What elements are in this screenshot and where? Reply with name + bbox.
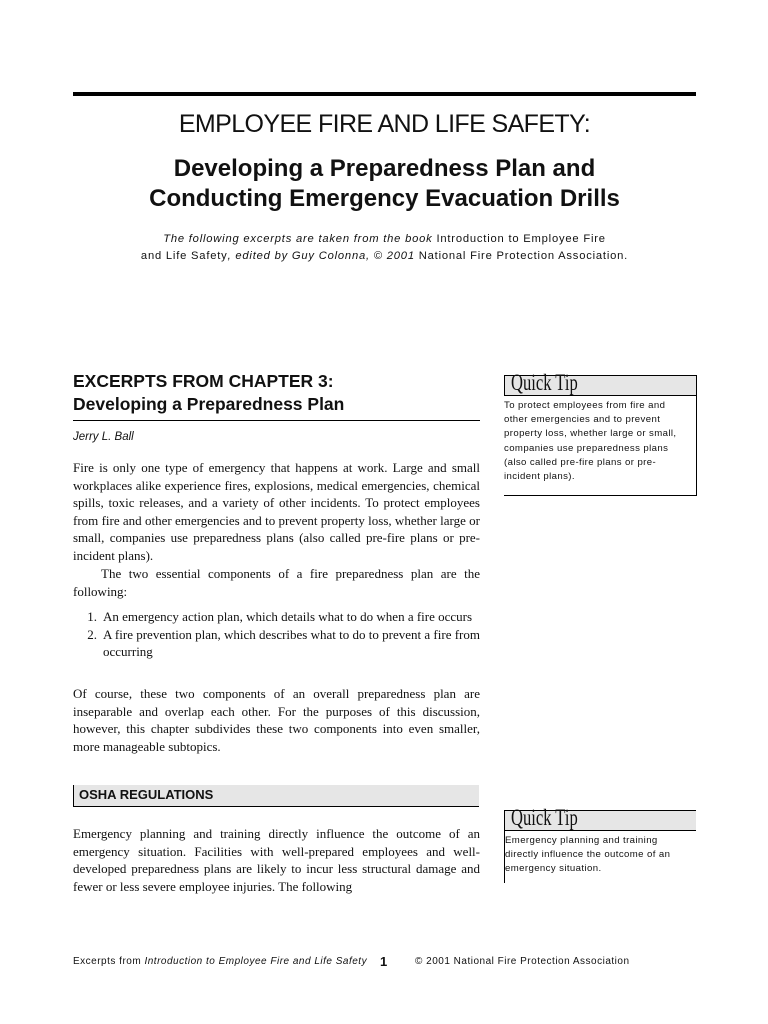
footer-copyright: © 2001 National Fire Protection Association <box>415 956 630 967</box>
intro-note <box>73 231 696 265</box>
quick-tip-title: Quick Tip <box>511 805 578 830</box>
body-paragraph-2: The two essential components of a fire preparedness plan are the following: <box>73 566 480 599</box>
author-name: Jerry L. Ball <box>73 431 134 443</box>
quick-tip-header <box>504 805 696 831</box>
page-number: 1 <box>380 954 388 969</box>
section-heading <box>73 785 479 807</box>
list-item <box>73 626 480 661</box>
page-title: EMPLOYEE FIRE AND LIFE SAFETY: <box>178 110 591 138</box>
list-item-text: A fire prevention plan, which describes what to do to prevent a fire from occurring <box>103 626 480 659</box>
footer-left <box>73 956 367 967</box>
subtitle-line-1: Developing a Preparedness Plan and <box>173 155 596 182</box>
chapter-rule <box>73 420 480 421</box>
intro-text-2: , edited by Guy Colonna, © 2001 <box>227 250 419 262</box>
subtitle-line-2: Conducting Emergency Evacuation Drills <box>149 185 620 212</box>
components-list <box>73 608 480 661</box>
quick-tip-text: Emergency planning and training directly influence the outcome of an emergency situation. <box>504 831 696 883</box>
body-paragraph-4: Emergency planning and training directly influence the outcome of an emergency situation. Facilities with well-prepared employees and well-developed preparedness plans are likely to incur less structural damage and fewer or less severe employee injuries. The following <box>73 826 480 894</box>
quick-tip-box-1 <box>504 370 697 496</box>
list-item-number: 1. <box>87 609 97 624</box>
page-subtitle <box>73 154 696 214</box>
quick-tip-title: Quick Tip <box>511 370 578 395</box>
body-paragraph-1: Fire is only one type of emergency that happens at work. Large and small workplaces alike experience fires, explosions, medical emergencies, chemical spills, toxic releases, and a variety of other incidents. To protect employees from fire and other emergencies and to prevent property loss, whether large or small, companies use preparedness plans (also called pre-fire plans or pre-incident plans). <box>73 460 480 563</box>
quick-tip-text: To protect employees from fire and other emergencies and to prevent property loss, whether large or small, companies use preparedness plans (also called pre-fire plans or pre-incident plans). <box>504 400 677 483</box>
chapter-heading <box>73 370 493 416</box>
body-paragraph-3: Of course, these two components of an overall preparedness plan are inseparable and overlap each other. For the purposes of this discussion, however, this chapter subdivides these two components into even smaller, more manageable subtopics. <box>73 686 480 754</box>
chapter-heading-line-1: EXCERPTS FROM CHAPTER 3: <box>73 371 334 391</box>
chapter-heading-line-2: Developing a Preparedness Plan <box>73 394 345 414</box>
footer-prefix: Excerpts from <box>73 956 145 967</box>
quick-tip-header <box>504 370 696 396</box>
top-rule <box>73 92 696 96</box>
list-item-text: An emergency action plan, which details what to do when a fire occurs <box>103 609 473 624</box>
section-heading-label: OSHA REGULATIONS <box>79 787 214 802</box>
quick-tip-box-2 <box>504 805 696 883</box>
intro-book-title-2: and Life Safety <box>140 250 228 262</box>
intro-org: National Fire Protection Association. <box>418 250 629 262</box>
intro-book-title: Introduction to Employee Fire <box>436 233 606 245</box>
footer-book-title: Introduction to Employee Fire and Life Safety <box>144 956 368 967</box>
intro-text-1: The following excerpts are taken from the book <box>163 233 437 245</box>
list-item-number: 2. <box>87 626 97 642</box>
list-item <box>73 608 480 626</box>
